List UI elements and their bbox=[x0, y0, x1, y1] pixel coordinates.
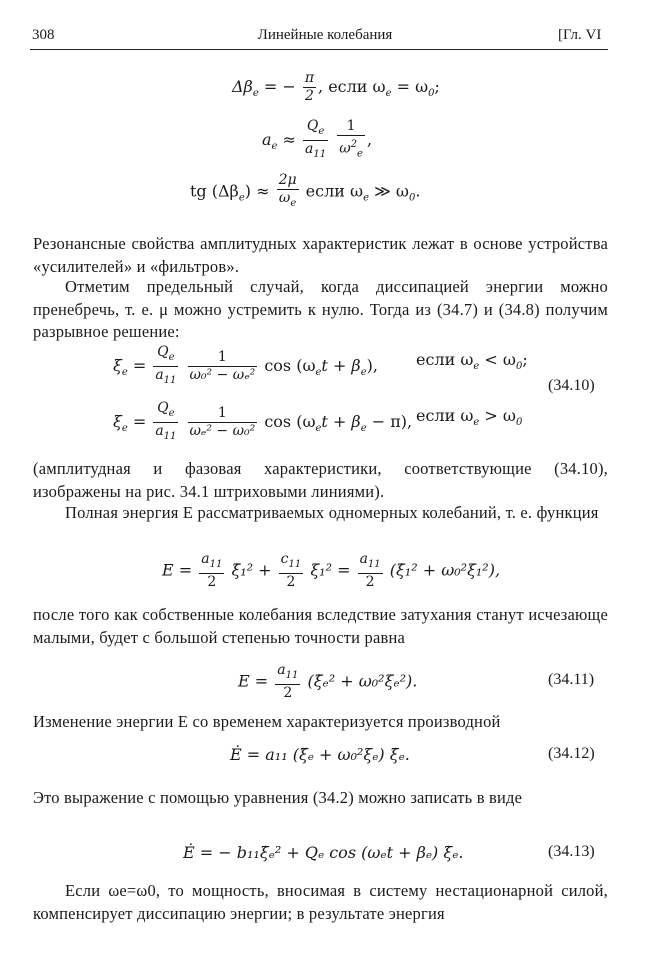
paragraph-after-decay: после того как собственные колебания вследствие затухания станут исчезающе малыми, будет с большой степенью точности равна bbox=[33, 605, 608, 647]
equation-number-34-10: (34.10) bbox=[548, 377, 595, 394]
equation-34-12: Ė = a₁₁ (ξ̈ₑ + ω₀²ξₑ) ξ̇ₑ. bbox=[230, 745, 410, 764]
chapter-label: [Гл. VI bbox=[558, 27, 602, 43]
equation-34-10-condition2: если $\omega_e > \omega_0$ bbox=[416, 406, 523, 429]
paragraph-total-energy: Полная энергия E рассматриваемых одномерных колебаний, т. е. функция bbox=[65, 503, 599, 522]
equation-34-11: E = $\frac{a_{11}}{2}$ (ξ̇ₑ² + ω₀²ξₑ²). bbox=[238, 662, 418, 701]
equation-34-13: Ė = − b₁₁ξ̇ₑ² + Qₑ cos (ωₑt + βₑ) ξ̇ₑ. bbox=[183, 843, 464, 862]
formula-phase-shift: $\Delta\beta_e$ = − $\frac{\pi}{2}$ , если $\omega_e = \omega_0$; bbox=[232, 70, 440, 104]
equation-energy: E = $\frac{a_{11}}{2}$ ξ̇₁² + $\frac{c_{11}}{2}$ ξ₁² = $\frac{a_{11}}{2}$ (ξ̇₁² + ω₀²ξ₁²), bbox=[162, 551, 501, 590]
equation-34-10-line1: $\xi_e$ = $\frac{Q_e}{a_{11}}$ $\frac{1}{\text{ω₀² − ωₑ²}}$ $\cos (\omega_et + \beta_e)$, bbox=[113, 344, 378, 386]
formula-tangent: tg $(\Delta\beta_e)$ ≈ $\frac{2\mu}{\omega_e}$ если $\omega_e$ ≫ $\omega_0$. bbox=[190, 172, 421, 209]
paragraph-limit-case: Отметим предельный случай, когда диссипацией энергии можно пренебречь, т. е. μ можно устремить к нулю. Тогда из (34.7) и (34.8) получим разрывное решение: bbox=[33, 277, 608, 341]
equation-number-34-13: (34.13) bbox=[548, 843, 595, 860]
paragraph-power-balance: Если ωe=ω0, то мощность, вносимая в систему нестационарной силой, компенсирует диссипацию энергии; в результате энергия bbox=[33, 881, 608, 923]
paragraph-rewrite: Это выражение с помощью уравнения (34.2) можно записать в виде bbox=[33, 788, 523, 807]
paragraph-energy-change: Изменение энергии E со временем характеризуется производной bbox=[33, 712, 501, 731]
running-title: Линейные колебания bbox=[257, 27, 393, 43]
equation-34-10-condition1: если $\omega_e < \omega_0$; bbox=[416, 350, 528, 373]
equation-number-34-12: (34.12) bbox=[548, 745, 595, 762]
paragraph-characteristics: (амплитудная и фазовая характеристики, соответствующие (34.10), изображены на рис. 34.1 штриховыми линиями). bbox=[33, 459, 608, 501]
equation-number-34-11: (34.11) bbox=[548, 671, 595, 688]
paragraph-resonance: Резонансные свойства амплитудных характеристик лежат в основе устройства «усилителей» и «фильтров». bbox=[33, 234, 608, 276]
formula-amplitude: $a_e$ ≈ $\frac{Q_e}{a_{11}}$ $\frac{1}{\omega^2_e}$ , bbox=[262, 118, 373, 160]
equation-34-10-line2: $\xi_e$ = $\frac{Q_e}{a_{11}}$ $\frac{1}{\text{ωₑ² − ω₀²}}$ $\cos (\omega_et + \beta_e - \pi)$, bbox=[113, 400, 413, 442]
page-number: 308 bbox=[32, 27, 55, 43]
header-rule bbox=[30, 49, 608, 50]
